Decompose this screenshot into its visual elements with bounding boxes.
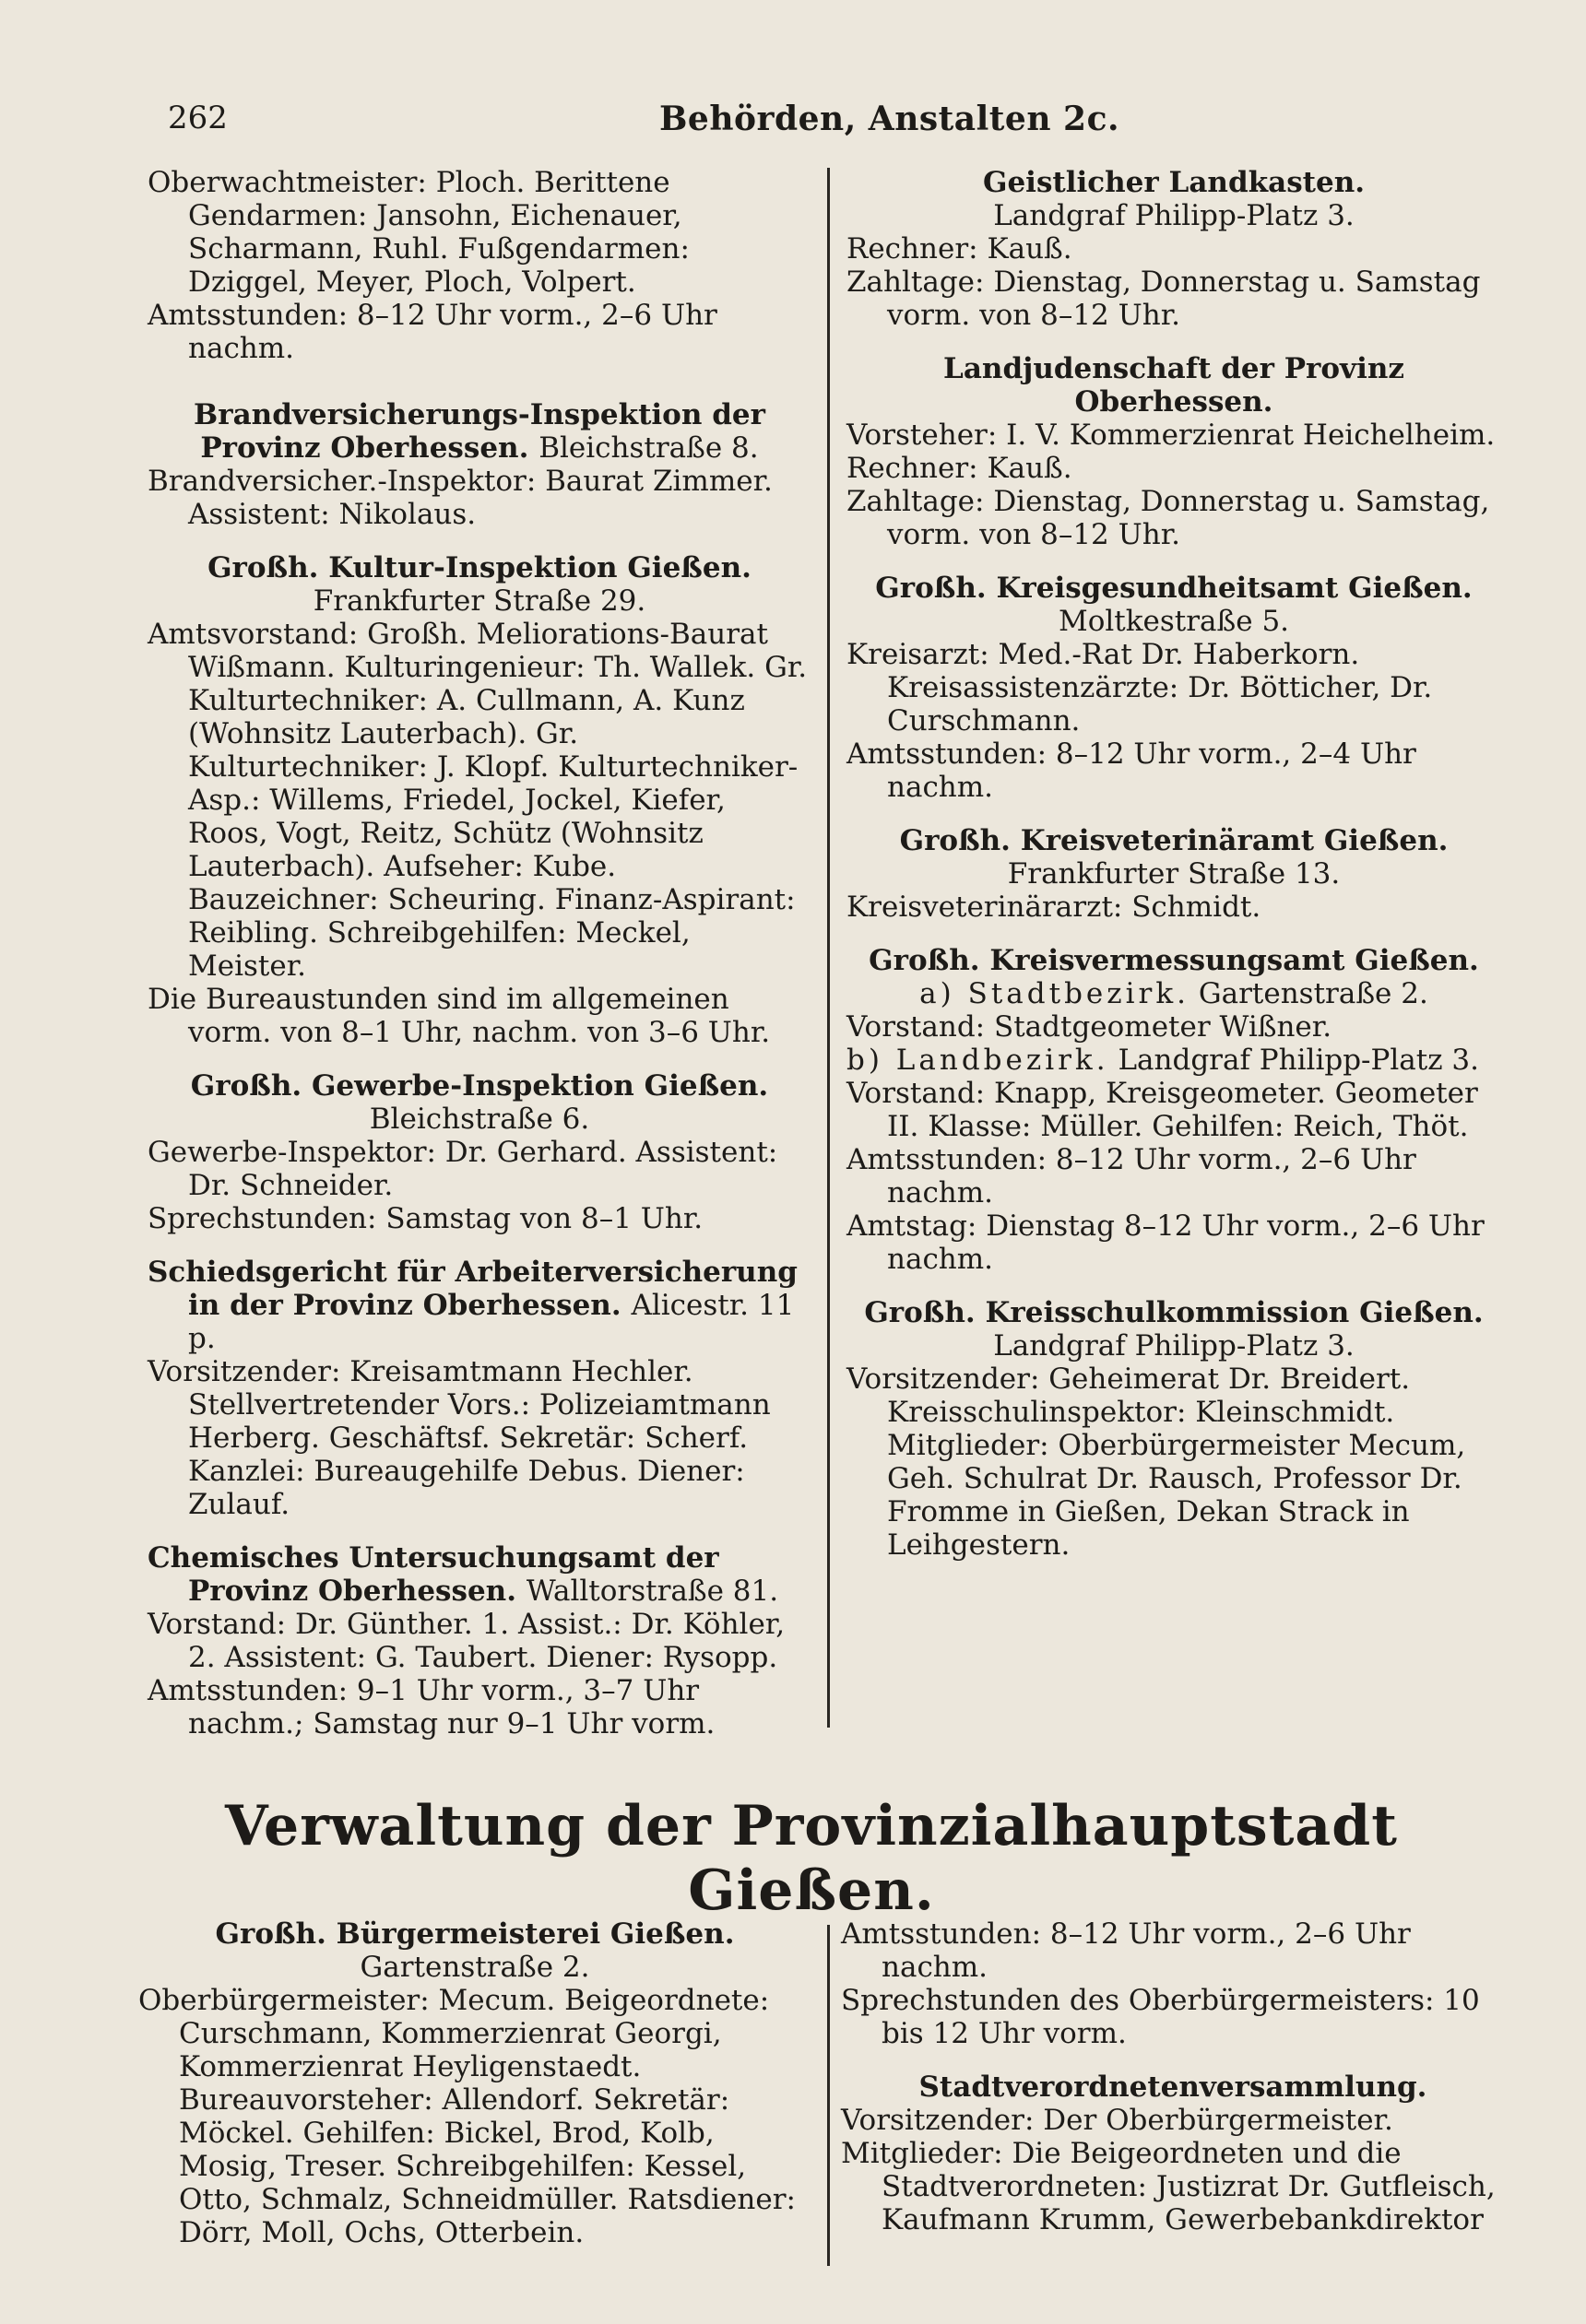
kultur-inspection-address: Frankfurter Straße 29. bbox=[313, 584, 646, 618]
vermessungsamt-land-staff: Vorstand: Knapp, Kreisgeometer. Geometer II. Klasse: Müller. Gehilfen: Reich, Thöt. bbox=[846, 1077, 1478, 1143]
vermessungsamt-land-amtstag: Amtstag: Dienstag 8–12 Uhr vorm., 2–6 Uhr nachm. bbox=[846, 1209, 1485, 1276]
landkasten-address: Landgraf Philipp-Platz 3. bbox=[993, 199, 1355, 232]
buergermeisterei-staff: Oberbürgermeister: Mecum. Beigeordnete: Curschmann, Kommerzienrat Georgi, Kommerzienrat Heyligenstaedt. Bureauvorsteher: Allendorf. Sekretär: Möckel. Gehilfen: Bickel, Brod, Kolb, Mosig, Treser. Schreibgehilfen: Kessel, Otto, Schmalz, Schneidmüller. Ratsdiener: Dörr, Moll, Ochs, Otterbein. bbox=[138, 1984, 796, 2249]
running-title: Behörden, Anstalten 2c. bbox=[659, 100, 1120, 138]
vermessungsamt-land-hours: Amtsstunden: 8–12 Uhr vorm., 2–6 Uhr nachm. bbox=[846, 1143, 1416, 1209]
stadtverordneten-members: Mitglieder: Die Beigeordneten und die Stadtverordneten: Justizrat Dr. Gutfleisch, Kaufmann Krumm, Gewerbebankdirektor bbox=[841, 2137, 1496, 2236]
schulkommission-members: Vorsitzender: Geheimerat Dr. Breidert. Kreisschulinspektor: Kleinschmidt. Mitglieder: Oberbürgermeister Mecum, Geh. Schulrat Dr. Rausch, Professor Dr. Fromme in Gießen, Dekan Strack in Leihgestern. bbox=[846, 1363, 1466, 1562]
chem-office-address: Walltorstraße 81. bbox=[526, 1575, 779, 1608]
gesundheitsamt-staff: Kreisarzt: Med.-Rat Dr. Haberkorn. Kreisassistenzärzte: Dr. Bötticher, Dr. Curschmann. bbox=[846, 638, 1433, 737]
veterinaeramt-address: Frankfurter Straße 13. bbox=[1007, 857, 1341, 891]
column-divider bbox=[827, 168, 830, 1728]
brand-inspection-staff: Brandversicher.-Inspektor: Baurat Zimmer. Assistent: Nikolaus. bbox=[148, 465, 773, 531]
kultur-inspection-title: Großh. Kultur-Inspektion Gießen. bbox=[207, 551, 752, 584]
stadtverordneten-chair: Vorsitzender: Der Oberbürgermeister. bbox=[841, 2104, 1393, 2137]
veterinaeramt-title: Großh. Kreisveterinäramt Gießen. bbox=[899, 824, 1449, 857]
landjudenschaft-treasurer: Rechner: Kauß. bbox=[846, 452, 1072, 485]
schiedsgericht-staff: Vorsitzender: Kreisamtmann Hechler. Stellvertretender Vors.: Polizeiamtmann Herberg. Geschäftsf. Sekretär: Scherf. Kanzlei: Bureaugehilfe Debus. Diener: Zulauf. bbox=[148, 1355, 771, 1521]
kultur-inspection-hours: Die Bureaustunden sind im allgemeinen vorm. von 8–1 Uhr, nachm. von 3–6 Uhr. bbox=[148, 983, 771, 1049]
left-column bbox=[148, 166, 811, 1740]
column-divider-lower bbox=[827, 1925, 830, 2266]
buergermeisterei-title: Großh. Bürgermeisterei Gießen. bbox=[215, 1917, 735, 1951]
chem-office-staff: Vorstand: Dr. Günther. 1. Assist.: Dr. Köhler, 2. Assistent: G. Taubert. Diener: Rysopp. bbox=[148, 1608, 786, 1674]
gesundheitsamt-hours: Amtsstunden: 8–12 Uhr vorm., 2–4 Uhr nachm. bbox=[846, 737, 1416, 804]
vermessungsamt-stadtbezirk: a) Stadtbezirk. Gartenstraße 2. bbox=[919, 977, 1428, 1010]
landjudenschaft-chair: Vorsteher: I. V. Kommerzienrat Heichelheim. bbox=[846, 419, 1496, 452]
kultur-inspection-staff: Amtsvorstand: Großh. Meliorations-Baurat Wißmann. Kulturingenieur: Th. Wallek. Gr. Kulturtechniker: A. Cullmann, A. Kunz (Wohnsitz Lauterbach). Gr. Kulturtechniker: J. Klopf. Kulturtechniker-Asp.: Willems, Friedel, Jockel, Kiefer, Roos, Vogt, Reitz, Schütz (Wohnsitz Lauterbach). Aufseher: Kube. Bauzeichner: Scheuring. Finanz-Aspirant: Reibling. Schreibgehilfen: Meckel, Meister. bbox=[148, 618, 808, 983]
chem-office-hours: Amtsstunden: 9–1 Uhr vorm., 3–7 Uhr nachm.; Samstag nur 9–1 Uhr vorm. bbox=[148, 1674, 716, 1740]
gesundheitsamt-title: Großh. Kreisgesundheitsamt Gießen. bbox=[875, 572, 1473, 605]
schiedsgericht-title: Schiedsgericht für Arbeiterversicherung in der Provinz Oberhessen. Alicestr. 11 p. bbox=[148, 1256, 798, 1355]
lower-left-column bbox=[138, 1917, 811, 2249]
landjudenschaft-paydays: Zahltage: Dienstag, Donnerstag u. Samstag, vorm. von 8–12 Uhr. bbox=[846, 485, 1490, 551]
gendarmerie-hours: Amtsstunden: 8–12 Uhr vorm., 2–6 Uhr nachm. bbox=[148, 299, 717, 365]
brand-inspection-address: Bleichstraße 8. bbox=[539, 431, 759, 465]
gewerbe-inspection-title: Großh. Gewerbe-Inspektion Gießen. bbox=[190, 1069, 769, 1103]
landkasten-title: Geistlicher Landkasten. bbox=[982, 166, 1366, 199]
landkasten-treasurer: Rechner: Kauß. bbox=[846, 232, 1072, 265]
landjudenschaft-title: Landjudenschaft der Provinz Oberhessen. bbox=[943, 352, 1404, 419]
stadtverordneten-title: Stadtverordnetenversammlung. bbox=[918, 2070, 1427, 2104]
section-title: Verwaltung der Provinzialhauptstadt Gießen. bbox=[225, 1794, 1398, 1923]
gewerbe-inspection-hours: Sprechstunden: Samstag von 8–1 Uhr. bbox=[148, 1202, 704, 1235]
gendarmerie-staff: Oberwachtmeister: Ploch. Berittene Gendarmen: Jansohn, Eichenauer, Scharmann, Ruhl. Fußgendarmen: Dziggel, Meyer, Ploch, Volpert. bbox=[148, 166, 690, 299]
schiedsgericht-address: Alicestr. 11 p. bbox=[188, 1289, 795, 1355]
right-column bbox=[846, 166, 1501, 1562]
gewerbe-inspection-staff: Gewerbe-Inspektor: Dr. Gerhard. Assistent: Dr. Schneider. bbox=[148, 1136, 778, 1202]
vermessungsamt-stadt-head: Vorstand: Stadtgeometer Wißner. bbox=[846, 1010, 1332, 1044]
lower-right-column bbox=[841, 1917, 1505, 2236]
buergermeisterei-address: Gartenstraße 2. bbox=[360, 1951, 590, 1984]
landkasten-paydays: Zahltage: Dienstag, Donnerstag u. Samstag vorm. von 8–12 Uhr. bbox=[846, 265, 1481, 332]
mayor-office-hours: Sprechstunden des Oberbürgermeisters: 10 bis 12 Uhr vorm. bbox=[841, 1984, 1480, 2050]
gesundheitsamt-address: Moltkestraße 5. bbox=[1058, 605, 1290, 638]
page-number: 262 bbox=[168, 100, 228, 136]
veterinaeramt-staff: Kreisveterinärarzt: Schmidt. bbox=[846, 891, 1261, 924]
brand-inspection-title: Brandversicherungs-Inspektion der Provinz Oberhessen. Bleichstraße 8. bbox=[194, 398, 765, 465]
chem-office-title: Chemisches Untersuchungsamt der Provinz Oberhessen. Walltorstraße 81. bbox=[148, 1541, 779, 1608]
schulkommission-address: Landgraf Philipp-Platz 3. bbox=[993, 1329, 1355, 1363]
vermessungsamt-title: Großh. Kreisvermessungsamt Gießen. bbox=[869, 944, 1479, 977]
gewerbe-inspection-address: Bleichstraße 6. bbox=[369, 1103, 590, 1136]
buergermeisterei-hours: Amtsstunden: 8–12 Uhr vorm., 2–6 Uhr nachm. bbox=[841, 1917, 1411, 1984]
schulkommission-title: Großh. Kreisschulkommission Gießen. bbox=[864, 1296, 1484, 1329]
vermessungsamt-landbezirk: b) Landbezirk. Landgraf Philipp-Platz 3. bbox=[846, 1044, 1479, 1077]
